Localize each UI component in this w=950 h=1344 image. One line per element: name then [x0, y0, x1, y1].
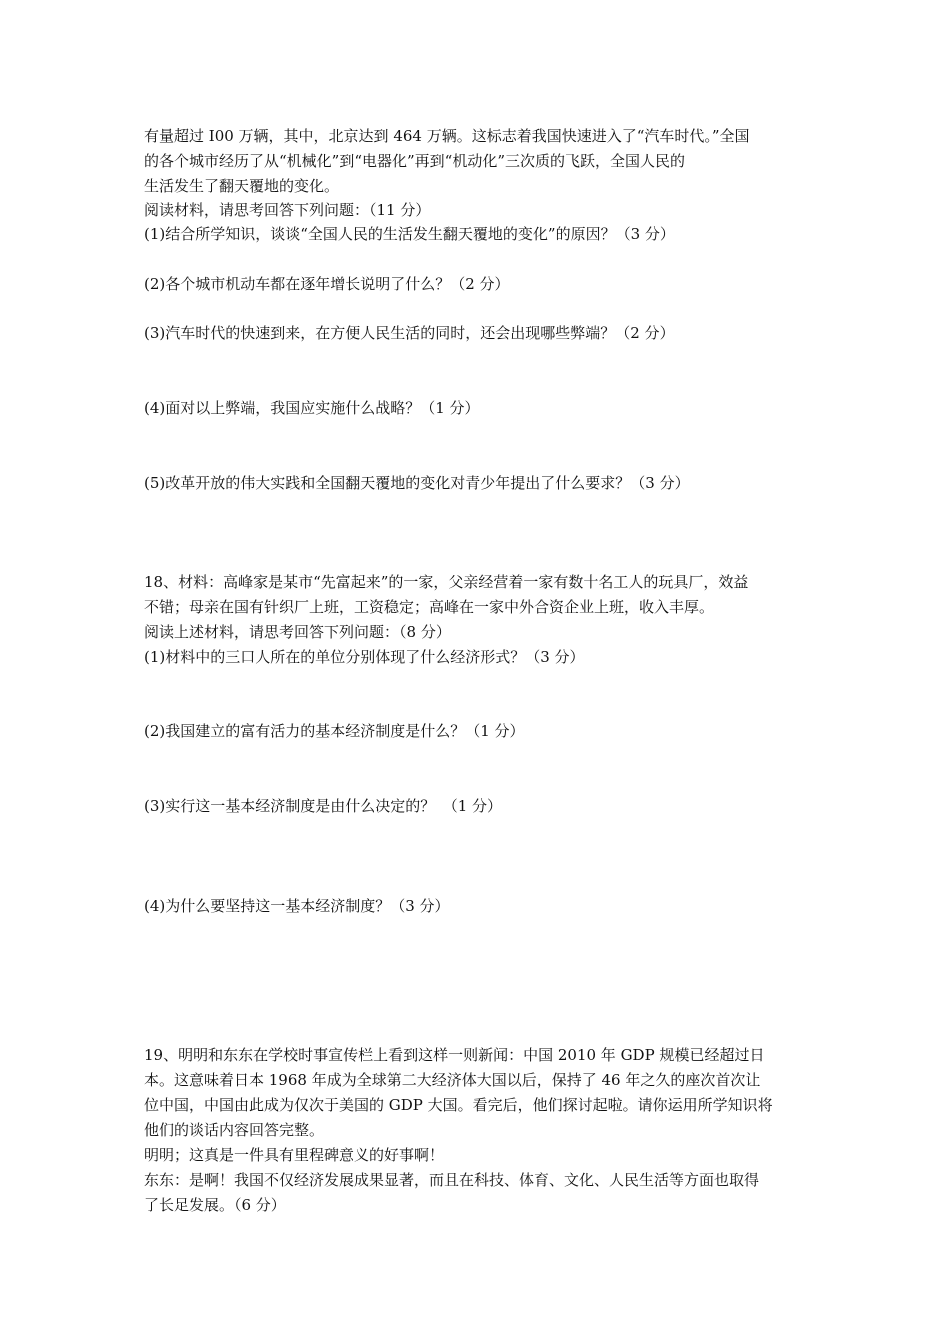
dialogue-line-mingming: 明明；这真是一件具有里程碑意义的好事啊！ [144, 1146, 445, 1164]
question-17-2: (2)各个城市机动车都在逐年增长说明了什么？（2 分） [144, 275, 510, 293]
question-18-4: (4)为什么要坚持这一基本经济制度？（3 分） [144, 897, 450, 915]
question-17-5: (5)改革开放的伟大实践和全国翻天覆地的变化对青少年提出了什么要求？（3 分） [144, 474, 690, 492]
question-19-material: 本。这意味着日本 1968 年成为全球第二大经济体大国以后，保持了 46 年之久的座次首次让 [144, 1071, 761, 1089]
question-19-material: 19、明明和东东在学校时事宣传栏上看到这样一则新闻：中国 2010 年 GDP 规模已经超过日 [144, 1046, 765, 1064]
dialogue-line-dongdong: 了长足发展。（6 分） [144, 1196, 286, 1214]
question-18-1: (1)材料中的三口人所在的单位分别体现了什么经济形式？（3 分） [144, 648, 585, 666]
instruction-line: 阅读材料，请思考回答下列问题：（11 分） [144, 201, 431, 219]
question-17-3: (3)汽车时代的快速到来，在方便人民生活的同时，还会出现哪些弊端？（2 分） [144, 324, 675, 342]
question-18-3: (3)实行这一基本经济制度是由什么决定的？ （1 分） [144, 797, 503, 815]
question-17-1: (1)结合所学知识，谈谈“全国人民的生活发生翻天覆地的变化”的原因？（3 分） [144, 225, 675, 243]
question-17-4: (4)面对以上弊端，我国应实施什么战略？（1 分） [144, 399, 480, 417]
question-19-material: 他们的谈话内容回答完整。 [144, 1121, 325, 1139]
question-18-material: 18、材料：高峰家是某市“先富起来”的一家，父亲经营着一家有数十名工人的玩具厂，效益 [144, 573, 749, 591]
question-18-2: (2)我国建立的富有活力的基本经济制度是什么？（1 分） [144, 722, 525, 740]
passage-line: 的各个城市经历了从“机械化”到“电器化”再到“机动化”三次质的飞跃，全国人民的 [144, 152, 686, 170]
dialogue-line-dongdong: 东东：是啊！我国不仅经济发展成果显著，而且在科技、体育、文化、人民生活等方面也取得 [144, 1171, 760, 1189]
question-18-material: 不错；母亲在国有针织厂上班，工资稳定；高峰在一家中外合资企业上班，收入丰厚。 [144, 598, 715, 616]
question-19-material: 位中国，中国由此成为仅次于美国的 GDP 大国。看完后，他们探讨起啦。请你运用所学知识将 [144, 1096, 773, 1114]
passage-line: 有量超过 I00 万辆，其中，北京达到 464 万辆。这标志着我国快速进入了“汽车时代。”全国 [144, 127, 750, 145]
instruction-line: 阅读上述材料，请思考回答下列问题：（8 分） [144, 623, 451, 641]
passage-line: 生活发生了翻天覆地的变化。 [144, 177, 340, 195]
